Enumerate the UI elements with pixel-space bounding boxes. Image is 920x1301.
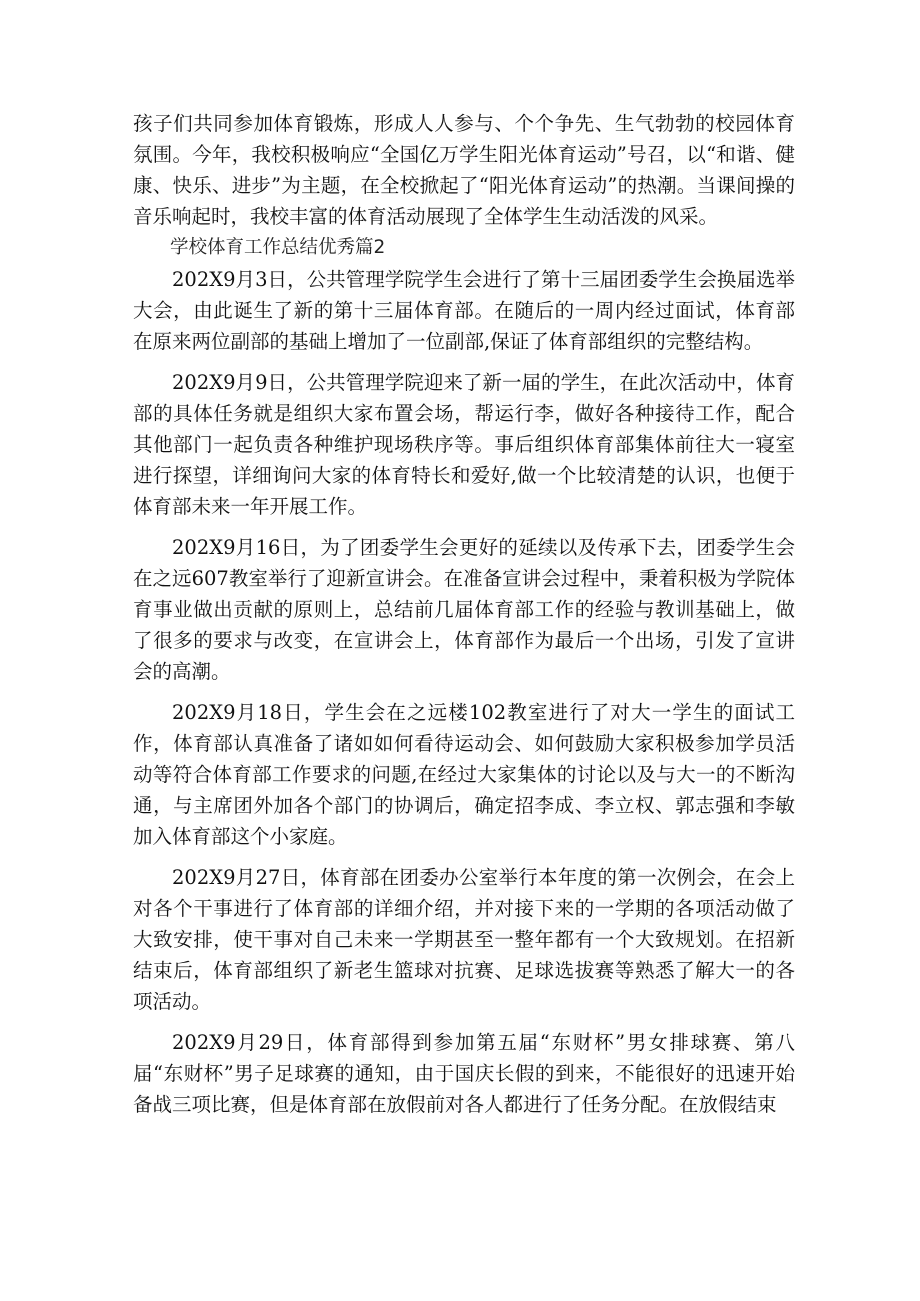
paragraph-sep-3: 202X9月3日，公共管理学院学生会进行了第十三届团委学生会换届选举大会，由此诞生了新的第十三届体育部。在随后的一周内经过面试，体育部在原来两位副部的基础上增加了一位副部,保证了体育部组织的完整结构。 — [133, 268, 795, 353]
paragraph-intro: 孩子们共同参加体育锻炼，形成人人参与、个个争先、生气勃勃的校园体育氛围。今年，我校积极响应“全国亿万学生阳光体育运动”号召，以“和谐、健康、快乐、进步”为主题，在全校掀起了“阳光体育运动”的热潮。当课间操的音乐响起时，我校丰富的体育活动展现了全体学生生动活泼的风采。 — [133, 112, 795, 228]
document-body — [133, 108, 795, 1120]
section-heading: 学校体育工作总结优秀篇2 — [170, 237, 386, 258]
paragraph-sep-18: 202X9月18日，学生会在之远楼102教室进行了对大一学生的面试工作，体育部认真准备了诸如如何看待运动会、如何鼓励大家积极参加学员活动等符合体育部工作要求的问题,在经过大家集体的讨论以及与大一的不断沟通，与主席团外加各个部门的协调后，确定招李成、李立权、郭志强和李敏加入体育部这个小家庭。 — [133, 701, 795, 848]
paragraph-sep-16: 202X9月16日，为了团委学生会更好的延续以及传承下去，团委学生会在之远607教室举行了迎新宣讲会。在准备宣讲会过程中，秉着积极为学院体育事业做出贡献的原则上，总结前几届体育部工作的经验与教训基础上，做了很多的要求与改变，在宣讲会上，体育部作为最后一个出场，引发了宣讲会的高潮。 — [133, 536, 795, 683]
paragraph-sep-27: 202X9月27日，体育部在团委办公室举行本年度的第一次例会，在会上对各个干事进行了体育部的详细介绍，并对接下来的一学期的各项活动做了大致安排，使干事对自己未来一学期甚至一整年都有一个大致规划。在招新结束后，体育部组织了新老生篮球对抗赛、足球选拔赛等熟悉了解大一的各项活动。 — [133, 866, 795, 1013]
paragraph-sep-9: 202X9月9日，公共管理学院迎来了新一届的学生，在此次活动中，体育部的具体任务就是组织大家布置会场，帮运行李，做好各种接待工作，配合其他部门一起负责各种维护现场秩序等。事后组织体育部集体前往大一寝室进行探望，详细询问大家的体育特长和爱好,做一个比较清楚的认识，也便于体育部未来一年开展工作。 — [133, 371, 795, 518]
paragraph-sep-29: 202X9月29日，体育部得到参加第五届“东财杯”男女排球赛、第八届“东财杯”男子足球赛的通知，由于国庆长假的到来，不能很好的迅速开始备战三项比赛，但是体育部在放假前对各人都进行了任务分配。在放假结束 — [133, 1031, 795, 1116]
